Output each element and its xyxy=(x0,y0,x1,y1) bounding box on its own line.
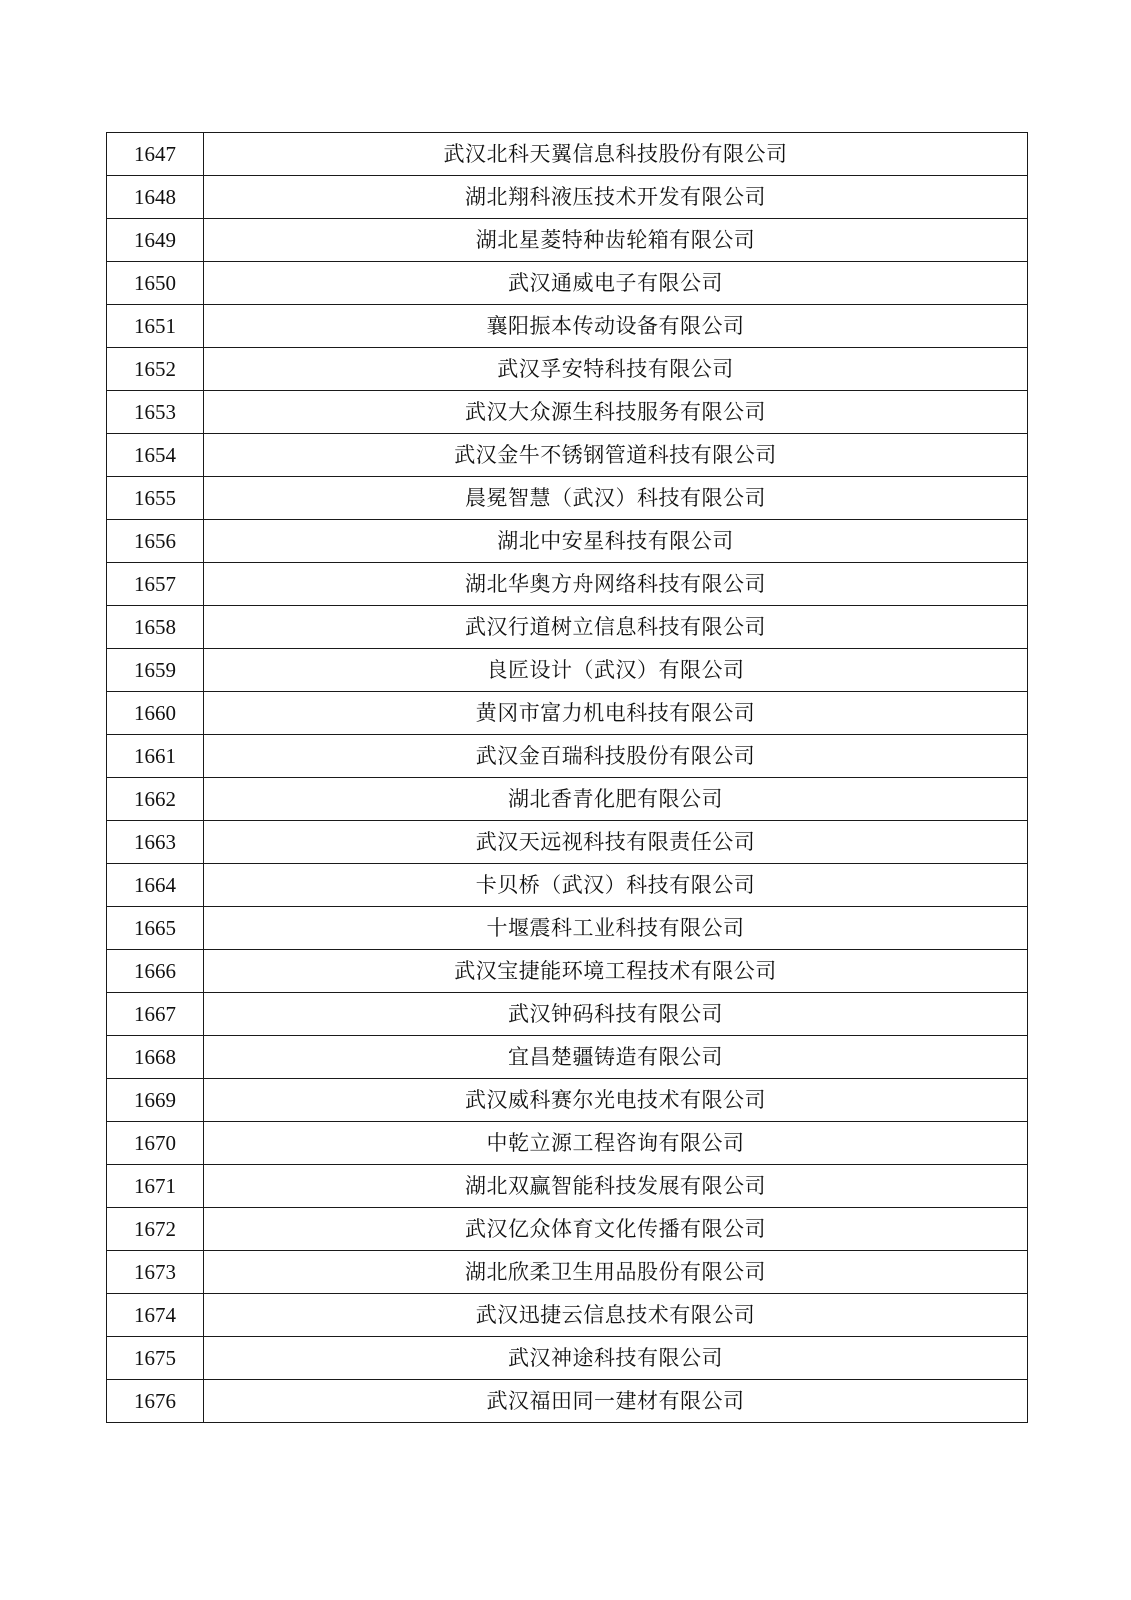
company-name: 武汉孚安特科技有限公司 xyxy=(204,348,1028,391)
row-number: 1669 xyxy=(107,1079,204,1122)
row-number: 1653 xyxy=(107,391,204,434)
row-number: 1668 xyxy=(107,1036,204,1079)
company-name: 中乾立源工程咨询有限公司 xyxy=(204,1122,1028,1165)
company-name: 武汉宝捷能环境工程技术有限公司 xyxy=(204,950,1028,993)
row-number: 1672 xyxy=(107,1208,204,1251)
company-name: 晨冕智慧（武汉）科技有限公司 xyxy=(204,477,1028,520)
table-row xyxy=(107,1122,1028,1165)
table-row xyxy=(107,1337,1028,1380)
company-name: 湖北香青化肥有限公司 xyxy=(204,778,1028,821)
table-row xyxy=(107,305,1028,348)
company-name: 黄冈市富力机电科技有限公司 xyxy=(204,692,1028,735)
company-name: 武汉钟码科技有限公司 xyxy=(204,993,1028,1036)
table-row xyxy=(107,262,1028,305)
row-number: 1664 xyxy=(107,864,204,907)
table-row xyxy=(107,1294,1028,1337)
row-number: 1665 xyxy=(107,907,204,950)
company-name: 武汉金牛不锈钢管道科技有限公司 xyxy=(204,434,1028,477)
company-name: 武汉亿众体育文化传播有限公司 xyxy=(204,1208,1028,1251)
company-name: 武汉北科天翼信息科技股份有限公司 xyxy=(204,133,1028,176)
company-name: 湖北星菱特种齿轮箱有限公司 xyxy=(204,219,1028,262)
company-name: 湖北中安星科技有限公司 xyxy=(204,520,1028,563)
table-row xyxy=(107,735,1028,778)
table-row xyxy=(107,1079,1028,1122)
table-row xyxy=(107,434,1028,477)
company-name: 武汉迅捷云信息技术有限公司 xyxy=(204,1294,1028,1337)
company-name: 卡贝桥（武汉）科技有限公司 xyxy=(204,864,1028,907)
row-number: 1651 xyxy=(107,305,204,348)
table-row xyxy=(107,821,1028,864)
company-name: 湖北华奥方舟网络科技有限公司 xyxy=(204,563,1028,606)
table-row xyxy=(107,563,1028,606)
row-number: 1648 xyxy=(107,176,204,219)
table-row xyxy=(107,993,1028,1036)
table-row xyxy=(107,348,1028,391)
company-name: 十堰震科工业科技有限公司 xyxy=(204,907,1028,950)
table-row xyxy=(107,907,1028,950)
row-number: 1657 xyxy=(107,563,204,606)
company-table xyxy=(106,132,1028,1423)
company-name: 襄阳振本传动设备有限公司 xyxy=(204,305,1028,348)
table-row xyxy=(107,133,1028,176)
row-number: 1667 xyxy=(107,993,204,1036)
company-name: 武汉福田同一建材有限公司 xyxy=(204,1380,1028,1423)
row-number: 1676 xyxy=(107,1380,204,1423)
company-name: 宜昌楚疆铸造有限公司 xyxy=(204,1036,1028,1079)
company-name: 武汉神途科技有限公司 xyxy=(204,1337,1028,1380)
company-name: 武汉行道树立信息科技有限公司 xyxy=(204,606,1028,649)
table-row xyxy=(107,176,1028,219)
table-row xyxy=(107,219,1028,262)
row-number: 1655 xyxy=(107,477,204,520)
table-row xyxy=(107,1208,1028,1251)
company-name: 武汉大众源生科技服务有限公司 xyxy=(204,391,1028,434)
table-row xyxy=(107,1165,1028,1208)
company-name: 武汉威科赛尔光电技术有限公司 xyxy=(204,1079,1028,1122)
row-number: 1666 xyxy=(107,950,204,993)
company-name: 湖北欣柔卫生用品股份有限公司 xyxy=(204,1251,1028,1294)
row-number: 1656 xyxy=(107,520,204,563)
table-row xyxy=(107,1380,1028,1423)
table-row xyxy=(107,477,1028,520)
company-name: 武汉天远视科技有限责任公司 xyxy=(204,821,1028,864)
company-name: 武汉金百瑞科技股份有限公司 xyxy=(204,735,1028,778)
table-row xyxy=(107,1251,1028,1294)
row-number: 1654 xyxy=(107,434,204,477)
table-row xyxy=(107,520,1028,563)
company-name: 湖北双赢智能科技发展有限公司 xyxy=(204,1165,1028,1208)
table-row xyxy=(107,778,1028,821)
row-number: 1662 xyxy=(107,778,204,821)
row-number: 1675 xyxy=(107,1337,204,1380)
row-number: 1661 xyxy=(107,735,204,778)
table-row xyxy=(107,606,1028,649)
row-number: 1649 xyxy=(107,219,204,262)
table-row xyxy=(107,391,1028,434)
table-row xyxy=(107,649,1028,692)
row-number: 1658 xyxy=(107,606,204,649)
table-row xyxy=(107,1036,1028,1079)
company-name: 良匠设计（武汉）有限公司 xyxy=(204,649,1028,692)
row-number: 1652 xyxy=(107,348,204,391)
row-number: 1674 xyxy=(107,1294,204,1337)
row-number: 1671 xyxy=(107,1165,204,1208)
row-number: 1650 xyxy=(107,262,204,305)
table-row xyxy=(107,864,1028,907)
company-name: 湖北翔科液压技术开发有限公司 xyxy=(204,176,1028,219)
row-number: 1663 xyxy=(107,821,204,864)
company-name: 武汉通威电子有限公司 xyxy=(204,262,1028,305)
row-number: 1673 xyxy=(107,1251,204,1294)
table-body xyxy=(107,133,1028,1423)
row-number: 1647 xyxy=(107,133,204,176)
row-number: 1670 xyxy=(107,1122,204,1165)
row-number: 1660 xyxy=(107,692,204,735)
row-number: 1659 xyxy=(107,649,204,692)
table-row xyxy=(107,692,1028,735)
table-row xyxy=(107,950,1028,993)
